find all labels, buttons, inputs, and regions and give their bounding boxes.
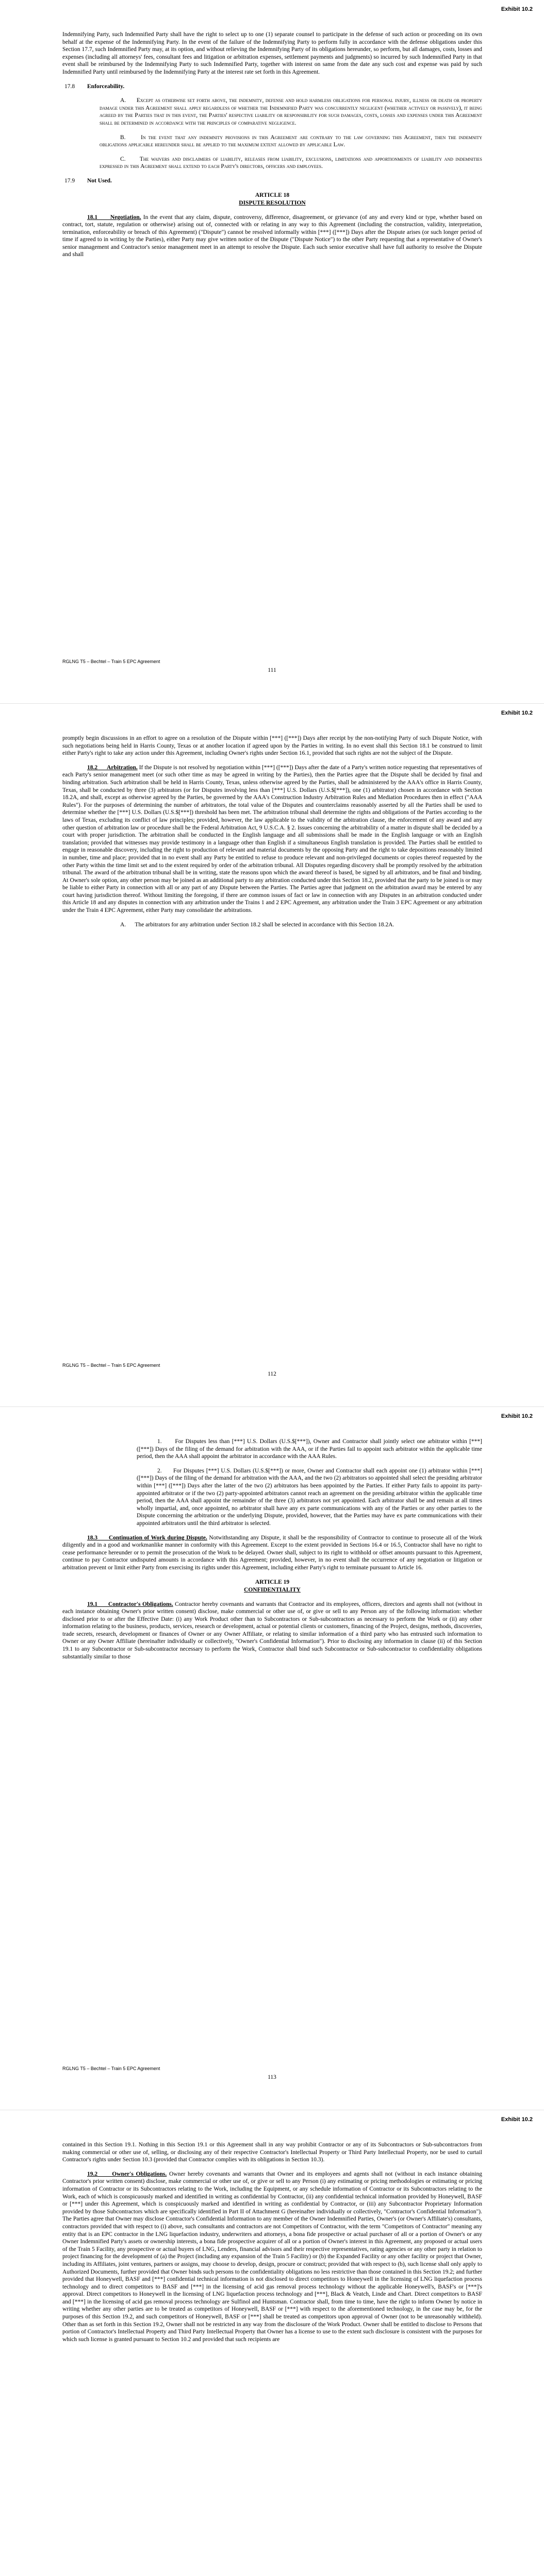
clause-2: 2. For Disputes [***] U.S. Dollars (U.S.$[***]) or more, Owner and Contractor shall each appoint one (1) arbitrator within [***] ([***]) Days of the filing of the demand for arbitration with the AAA, and the two (2) arbitrators so appointed shall select the presiding arbitrator within [***] ([***]) Days after the latter of the two (2) arbitrators has been appointed by the Parties. If either Party fails to appoint its party-appointed arbitrator or if the two (2) party-appointed arbitrators cannot reach an agreement on the presiding arbitrator within the applicable time period, then the AAA shall appoint the remainder of the three (3) arbitrators not yet appointed. Each arbitrator shall be and remain at all times wholly impartial, and, once appointed, no arbitrator shall have any ex parte communications with any of the Parties or any other parties to the Dispute concerning the arbitration or the underlying Dispute, provided, however, that the Parties may have ex parte communications with their appointed arbitrators until the third arbitrator is selected.	[137, 1467, 482, 1527]
subsection-c: C. The waivers and disclaimers of liability, releases from liability, exclusions, limitations and apportionments of liability and indemnities expressed in this Agreement shall extend to each Party's directors, officers and employees.	[100, 156, 482, 170]
exhibit-label: Exhibit 10.2	[501, 1413, 533, 1419]
page-1	[0, 0, 544, 703]
section-text: Contractor hereby covenants and warrants that Contractor and its employees, officers, directors and agents shall not (without in each instance obtaining Owner's prior written consent) disclose, make commercial or other use of, or give or sell to any Person any of the following information: whether disclosed prior to or after the Effective Date: (i) any Work Product other than to Subcontractors or Sub-subcontractors as necessary to perform the Work or (ii) any other information relating to the business, products, services, research or development, actual or potential clients or customers, financing of the Project, designs, methods, discoveries, trade secrets, research, development or finances of Owner or any Owner Affiliate, or relating to similar information of a third party who has entrusted such information to Owner or any Owner Affiliate (hereinafter individually or collectively, "Owner's Confidential Information"). Prior to disclosing any information in clause (ii) of this Section 19.1 to any Subcontractor or Sub-subcontractor necessary to perform the Work, Contractor shall bind such Subcontractor or Sub-subcontractor to confidentiality obligations substantially similar to those	[62, 1601, 482, 1660]
article-title: DISPUTE RESOLUTION	[239, 199, 306, 206]
page-body	[62, 735, 482, 1345]
section-lead: 19.2 Owner's Obligations.	[87, 2171, 167, 2177]
section-text: In the event that any claim, dispute, controversy, difference, disagreement, or grievance (of any and every kind or type, whether based on contract, tort, statute, regulation or otherwise) arising out of, connected with or relating in any way to this Agreement (including the construction, validity, interpretation, termination, enforceability or breach of this Agreement) ("Dispute") cannot be resolved informally within [***] ([***]) Days after the Dispute arises (or such longer period of time if agreed to in writing by the Parties), either Party may give written notice of the Dispute ("Dispute Notice") to the other Party requesting that a representative of Owner's senior management and Contractor's senior management meet in an attempt to resolve the Dispute. Each such senior executive shall have full authority to resolve the Dispute and shall	[62, 214, 482, 258]
article-number: ARTICLE 18	[255, 192, 290, 198]
section-19-1	[62, 1601, 482, 1661]
page-number: 112	[268, 1371, 276, 1377]
exhibit-label: Exhibit 10.2	[501, 6, 533, 12]
section-title: Enforceability.	[87, 83, 125, 90]
exhibit-label: Exhibit 10.2	[501, 2116, 533, 2123]
section-heading-17-9	[62, 177, 482, 185]
page-number: 111	[268, 667, 276, 673]
section-18-1	[62, 214, 482, 259]
section-heading-17-8	[62, 83, 482, 91]
clause-1: 1. For Disputes less than [***] U.S. Dollars (U.S.$[***]), Owner and Contractor shall jointly select one arbitrator within [***] ([***]) Days of the filing of the demand for arbitration with the AAA, or if the Parties fail to appoint such arbitrator within the applicable time period, then the AAA shall appoint the arbitrator in accordance with the AAA Rules.	[137, 1438, 482, 1460]
page-body	[62, 31, 482, 641]
section-title: Not Used.	[87, 177, 112, 184]
page-number: 113	[268, 2074, 276, 2080]
section-text: If the Dispute is not resolved by negotiation within [***] ([***]) Days after the date of a Party's written notice requesting that representatives of each Party's senior management meet (or such other time as may be agreed in writing by the Parties), then the Parties agree that the Dispute shall be decided by final and binding arbitration. Such arbitration shall be held in Harris County, Texas, unless otherwise agreed by the Parties, shall be administered by the AAA's office in Harris County, Texas, shall be conducted by three (3) arbitrators (or for Disputes involving less than [***] U.S. Dollars (U.S.$[***]), one (1) arbitrator) chosen in accordance with Section 18.2A, and shall, except as otherwise agreed by the Parties, be governed by the AAA's Construction Industry Arbitration Rules and Mediation Procedures then in effect ("AAA Rules"). For the purposes of determining the number of arbitrators, the total value of the Disputes and counterclaims reasonably asserted by all the Parties shall be used to determine whether the [***] U.S. Dollars (U.S.$[***]) threshold has been met. The arbitration tribunal shall determine the rights and obligations of the Parties according to the laws of Texas, excluding its conflict of law principles; provided, however, the law applicable to the validity of the arbitration clause, the enforcement of any award and any other question of arbitration law or procedure shall be the Federal Arbitration Act, 9 U.S.C.A. § 2. Issues concerning the arbitrability of a matter in dispute shall be decided by a court with proper jurisdiction. The arbitration shall be conducted in the English language and all submissions shall be made in the English language or with an English translation; provided that witnesses may provide testimony in a language other than English if a simultaneous English translation is provided. The Parties shall be entitled to engage in reasonable discovery, including the right to production of relevant and material documents by the opposing Party and the right to take depositions reasonably limited in number, time and place; provided that in no event shall any Party be entitled to refuse to produce relevant and non-privileged documents or copies thereof requested by the other Party within the time limit set and to the extent required by order of the arbitration tribunal. All Disputes regarding discovery shall be promptly resolved by the arbitration tribunal. The award of the arbitration tribunal shall be in writing, state the reasons upon which the award thereof is based, be signed by all arbitrators, and be final and binding. At Owner's sole option, any other person may be joined as an additional party to any arbitration conducted under this Section 18.2, provided that the party to be joined is or may be liable to either Party in connection with all or any part of any Dispute between the Parties. The Parties agree that judgment on the arbitration award may be entered by any court having jurisdiction thereof. Without limiting the foregoing, if there are common issues of fact or law in connection with any Disputes in an arbitration conducted under this Article 18 and any disputes in connection with any arbitration under the Trains 1 and 2 EPC Agreement, any arbitration under the Train 3 EPC Agreement or any arbitration under the Train 4 EPC Agreement, either Party may consolidate the arbitrations.	[62, 764, 482, 914]
section-lead: 19.1 Contractor's Obligations.	[87, 1601, 173, 1607]
subsection-b: B. In the event that any indemnity provisions in this Agreement are contrary to the law governing this Agreement, then the indemnity obligations applicable hereunder shall be applied to the maximum extent allowed by applicable Law.	[100, 134, 482, 148]
article-heading-18	[62, 192, 482, 207]
exhibit-label: Exhibit 10.2	[501, 710, 533, 716]
subsection-a: A. The arbitrators for any arbitration under Section 18.2 shall be selected in accordance with this Section 18.2A.	[120, 921, 394, 928]
section-number: 17.8	[64, 83, 75, 90]
page-3	[0, 1406, 544, 2110]
article-title: CONFIDENTIALITY	[244, 1586, 301, 1593]
section-18-2	[62, 764, 482, 914]
page-4	[0, 2110, 544, 2576]
paragraph: contained in this Section 19.1. Nothing in this Section 19.1 or this Agreement shall in any way prohibit Contractor or any of its Subcontractors or Sub-subcontractors from making commercial or other use of, selling, or disclosing any of their respective Contractor's Intellectual Property or Third Party Intellectual Property, nor be used to curtail Contractor's rights under Section 10.3 (provided that Contractor complies with its obligations in Section 10.3).	[62, 2142, 482, 2163]
footer-text: RGLNG T5 – Bechtel – Train 5 EPC Agreement	[62, 659, 160, 664]
article-heading-19	[62, 1579, 482, 1594]
paragraph: promptly begin discussions in an effort to agree on a resolution of the Dispute within [***] ([***]) Days after receipt by the non-notifying Party of such Dispute Notice, with such negotiations being held in Harris County, Texas or at another location if agreed upon by the Parties in writing. In no event shall this Section 18.1 be construed to limit either Party's right to take any action under this Agreement, including Owner's rights under Section 16.1, provided that such rights are not the subject of the Dispute.	[62, 735, 482, 757]
paragraph: Indemnifying Party, such Indemnified Party shall have the right to select up to one (1) separate counsel to participate in the defense of such action or proceeding on its own behalf at the expense of the Indemnifying Party. In the event of the failure of the Indemnifying Party to perform fully in accordance with the defense obligations under this Section 17.7, such Indemnified Party may, at its option, and without relieving the Indemnifying Party of its obligations hereunder, so perform, but all damages, costs, losses and expenses (including all attorneys' fees, consultant fees and litigation or arbitration expenses, settlement payments and judgments) so incurred by such Indemnified Party in that event shall be reimbursed by the Indemnifying Party to such Indemnified Party, together with interest on same from the date any such cost and expense was paid by such Indemnified Party until reimbursed by the Indemnifying Party at the interest rate set forth in this Agreement.	[62, 31, 482, 75]
footer-text: RGLNG T5 – Bechtel – Train 5 EPC Agreement	[62, 2066, 160, 2071]
subsection-a: A. Except as otherwise set forth above, the indemnity, defense and hold harmless obligations for personal injury, illness or death or property damage under this Agreement shall apply regardless of whether the Indemnified Party was concurrently negligent (whether actively or passively), it being agreed by the Parties that in this event, the Parties' respective liability or responsibility for such damages, costs, losses and expenses under this Agreement shall be determined in accordance with the principles of comparative negligence.	[100, 97, 482, 126]
section-lead: 18.3 Continuation of Work during Dispute.	[87, 1534, 207, 1541]
section-19-2	[62, 2171, 482, 2344]
section-lead: 18.2 Arbitration.	[87, 764, 138, 771]
page-body	[62, 2141, 482, 2576]
article-number: ARTICLE 19	[255, 1579, 290, 1585]
section-text: Owner hereby covenants and warrants that Owner and its employees and agents shall not (without in each instance obtaining Contractor's prior written consent) disclose, make commercial or other use of, or give or sell to any Person (i) any estimating or pricing methodologies or estimating or pricing information of Contractor or its Subcontractors relating to the Work, including the Equipment, or any schedule information of Contractor or its Subcontractors relating to the Work, each of which is conspicuously marked and identified in writing as confidential by Contractor, (ii) any confidential technical information provided by Honeywell, BASF or [***] under this Agreement, which is conspicuously marked and identified in writing as confidential by Contractor, or (iii) any Subcontractor Proprietary Information provided by those Subcontractors which are specifically identified in Part II of Attachment G (hereinafter individually or collectively, "Contractor's Confidential Information"). The Parties agree that Owner may disclose Contractor's Confidential Information to any member of the Owner Indemnified Parties, Owner's (or Owner's Affiliate's) consultants, contractors provided that with respect to (i) above, such consultants and contractors are not Competitors of Contractor, with the term "Competitors of Contractor" meaning any entity that is an EPC contractor in the LNG liquefaction industry, underwriters and attorneys, a bona fide prospective or actual purchaser of all or a portion of Owner's or any Owner Indemnified Party's assets or ownership interests, a bona fide prospective acquirer of all or a portion of Owner's interest in this Agreement, any proposed or actual users of the Train 5 Facility, any prospective or actual buyers of LNG, Lenders, financial advisors and their respective representatives, rating agencies or any other party in relation to project financing for the development of (a) the Project (including any expansion of the Train 5 Facility) or (b) the Expanded Facility or any other facility or project that Owner, including its Affiliates, joint ventures, partners or assigns, may choose to develop, design, procure or construct; provided that with respect to (b), such license shall only apply to Authorized Documents, further provided that Owner binds such persons to the confidentiality obligations no less restrictive than those contained in this Section 19.2; and further provided that Honeywell, BASF and [***] confidential technical information is not disclosed to direct competitors to Honeywell in the licensing of LNG liquefaction process technology and to direct competitors to BASF and [***] in the licensing of acid gas removal process technology without the applicable Honeywell's, BASF's or [***]'s approval. Direct competitors to Honeywell in the licensing of LNG liquefaction process technology and [***], Black & Veatch, Linde and Chart. Direct competitors to BASF and [***] in the licensing of acid gas removal process technology are Sulfinol and Huntsman. Contractor shall, from time to time, have the right to inform Owner by notice in writing whether any other parties are to be treated as competitors of Honeywell, BASF or [***] with respect to the aforementioned technology, in the case may be, for the purposes of this Section 19.2, and such competitors of Honeywell, BASF or [***] shall be treated as competitors upon approval of Owner (not to be unreasonably withheld). Other than as set forth in this Section 19.2, Owner shall not be restricted in any way from the disclosure of the Work Product. Owner shall be entitled to disclose to Persons that portion of Contractor's Intellectual Property and Third Party Intellectual Property that Owner has a license to use to the extent such disclosure is consistent with the purposes for which such license is granted pursuant to Section 10.2 and provided that such recipients are	[62, 2171, 482, 2343]
section-18-3	[62, 1534, 482, 1572]
section-number: 17.9	[64, 177, 75, 184]
section-text: Notwithstanding any Dispute, it shall be the responsibility of Contractor to continue to prosecute all of the Work diligently and in a good and workmanlike manner in conformity with this Agreement. Except to the extent provided in Sections 16.4 or 16.5, Contractor shall have no right to cease performance hereunder or to permit the prosecution of the Work to be delayed. Owner shall, subject to its right to withhold or offset amounts pursuant to this Agreement, continue to pay Contractor undisputed amounts in accordance with this Agreement; provided, however, in no event shall the occurrence of any negotiation or litigation or arbitration prevent or limit either Party from exercising its rights under this Agreement, including either Party's right to terminate pursuant to Article 16.	[62, 1534, 482, 1571]
section-lead: 18.1 Negotiation.	[87, 214, 141, 221]
page-2	[0, 703, 544, 1406]
page-body	[62, 1438, 482, 2048]
footer-text: RGLNG T5 – Bechtel – Train 5 EPC Agreement	[62, 1363, 160, 1368]
